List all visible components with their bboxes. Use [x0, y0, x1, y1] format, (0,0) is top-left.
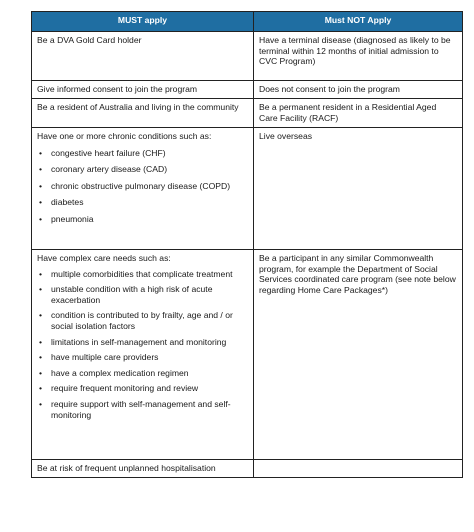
table-row [32, 250, 463, 460]
chronic-conditions-list [37, 148, 248, 225]
chronic-conditions-intro: Have one or more chronic conditions such as: [37, 131, 212, 141]
list-item: • require frequent monitoring and review [37, 383, 248, 394]
list-item: • pneumonia [37, 214, 248, 225]
must-cell [32, 250, 254, 460]
must-not-cell [254, 460, 463, 478]
list-item: • have a complex medication regimen [37, 368, 248, 379]
must-not-cell: Be a participant in any similar Commonwealth program, for example the Department of Social Services coordinated care program (see note below regarding Home Care Packages*) [254, 250, 463, 460]
must-cell: Be a resident of Australia and living in the community [32, 99, 254, 128]
header-must-not-apply: Must NOT Apply [254, 12, 463, 32]
list-item: • limitations in self-management and monitoring [37, 337, 248, 348]
list-item: • congestive heart failure (CHF) [37, 148, 248, 159]
table-row [32, 81, 463, 99]
header-must-apply: MUST apply [32, 12, 254, 32]
must-cell: Give informed consent to join the program [32, 81, 254, 99]
list-item: • have multiple care providers [37, 352, 248, 363]
must-cell [32, 128, 254, 250]
complex-care-list [37, 269, 248, 421]
list-item: • coronary artery disease (CAD) [37, 164, 248, 175]
list-item: • condition is contributed to by frailty, age and / or social isolation factors [37, 310, 248, 331]
must-cell: Be a DVA Gold Card holder [32, 32, 254, 81]
must-not-cell: Have a terminal disease (diagnosed as likely to be terminal within 12 months of initial admission to CVC Program) [254, 32, 463, 81]
list-item: • diabetes [37, 197, 248, 208]
list-item: • chronic obstructive pulmonary disease (COPD) [37, 181, 248, 192]
list-item: • require support with self-management and self-monitoring [37, 399, 248, 420]
must-not-cell: Live overseas [254, 128, 463, 250]
must-cell: Be at risk of frequent unplanned hospitalisation [32, 460, 254, 478]
list-item: • unstable condition with a high risk of acute exacerbation [37, 284, 248, 305]
must-not-cell: Be a permanent resident in a Residential Aged Care Facility (RACF) [254, 99, 463, 128]
table-row [32, 99, 463, 128]
table-header-row [32, 12, 463, 32]
table-row [32, 128, 463, 250]
eligibility-table [31, 11, 463, 478]
table-row [32, 460, 463, 478]
table-row [32, 32, 463, 81]
list-item: • multiple comorbidities that complicate treatment [37, 269, 248, 280]
complex-care-intro: Have complex care needs such as: [37, 253, 171, 263]
must-not-cell: Does not consent to join the program [254, 81, 463, 99]
